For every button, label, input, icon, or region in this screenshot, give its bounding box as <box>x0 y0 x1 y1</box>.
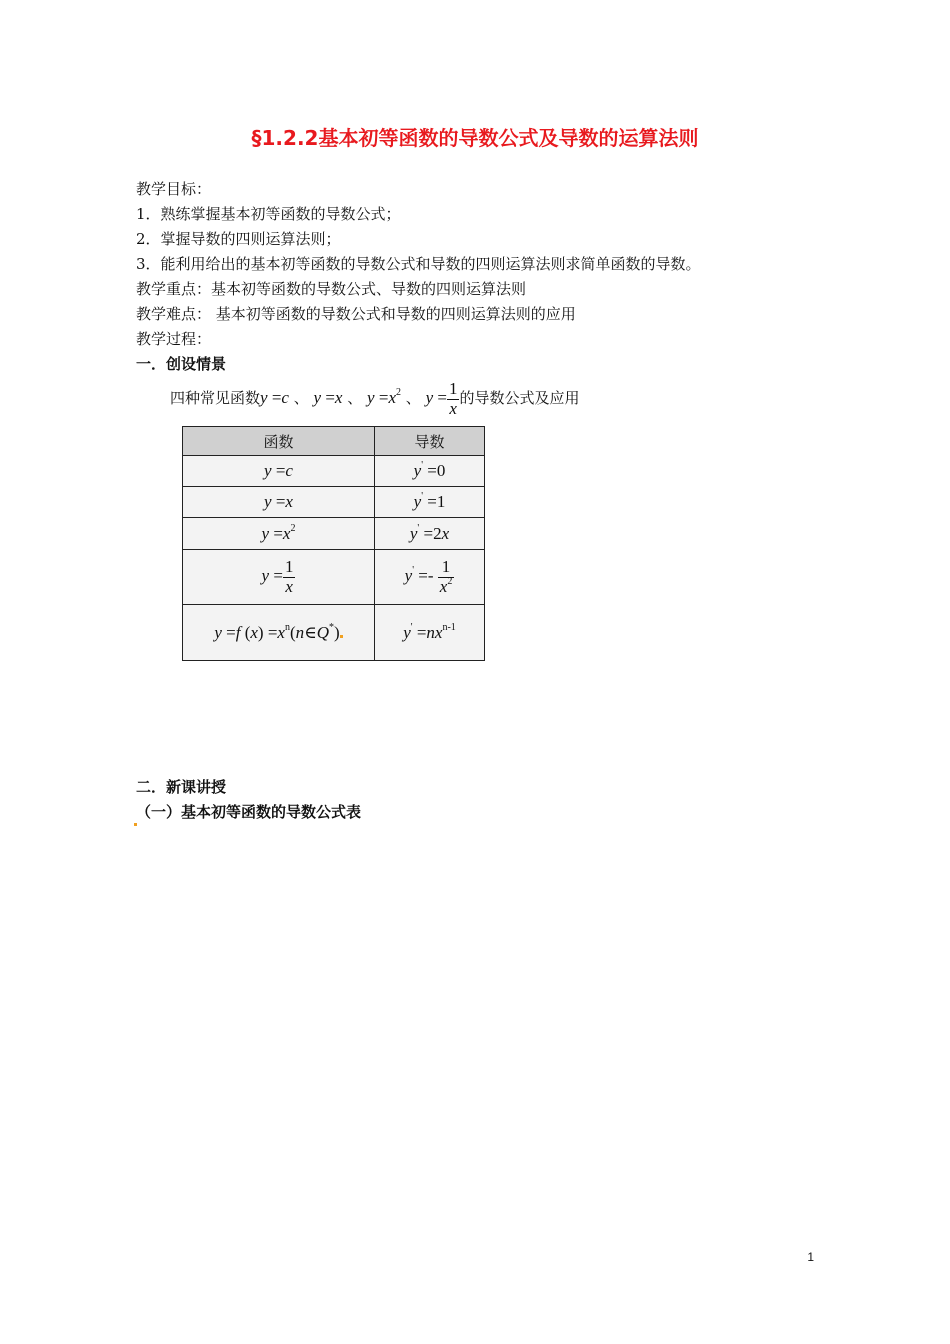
objective-item-2: 2．掌握导数的四则运算法则； <box>136 230 341 248</box>
difficulty: 教学难点： 基本初等函数的导数公式和导数的四则运算法则的应用 <box>136 305 576 323</box>
table-row <box>183 550 485 605</box>
key-point: 教学重点：基本初等函数的导数公式、导数的四则运算法则 <box>136 280 527 298</box>
objective-item-3: 3．能利用给出的基本初等函数的导数公式和导数的四则运算法则求简单函数的导数。 <box>136 255 701 273</box>
intro-prefix: 四种常见函数 <box>170 389 261 407</box>
header-function: 函数 <box>183 427 375 456</box>
objective-item-1: 1．熟练掌握基本初等函数的导数公式； <box>136 205 401 223</box>
formula-y-x: y =x <box>313 388 343 407</box>
table-row <box>183 456 485 487</box>
section1-heading: 一．创设情景 <box>136 355 227 373</box>
derivative-cell: y' =2x <box>375 518 485 550</box>
highlight-mark <box>134 823 137 826</box>
table-row <box>183 487 485 518</box>
function-cell: y = $\frac{1}{x}$ <box>183 550 375 605</box>
page-number: 1 <box>807 1250 814 1264</box>
function-cell: y =f $(x) =x^n(n\in Q^*)$ <box>183 605 375 661</box>
separator: 、 <box>293 389 309 407</box>
function-cell: y =c <box>183 456 375 487</box>
page-title: §1.2.2基本初等函数的导数公式及导数的运算法则 <box>251 126 699 150</box>
derivative-cell: y' =1 <box>375 487 485 518</box>
derivative-table <box>182 426 485 661</box>
highlight-mark <box>340 635 343 638</box>
intro-line <box>170 376 579 420</box>
separator: 、 <box>347 389 363 407</box>
objectives-heading: 教学目标： <box>136 180 212 198</box>
derivative-cell: y' =0 <box>375 456 485 487</box>
section2-subheading: （一）基本初等函数的导数公式表 <box>136 803 362 821</box>
process-heading: 教学过程： <box>136 330 212 348</box>
function-cell: y =x <box>183 487 375 518</box>
formula-y-x2: $y =x^2$ <box>367 387 401 407</box>
formula-y-1-over-x: y = $\frac{1}{x}$ <box>425 378 458 418</box>
section2-heading: 二．新课讲授 <box>136 778 227 796</box>
derivative-cell: y' =- $\frac{1}{x^2}$ <box>375 550 485 605</box>
formula-y-c: y =c <box>260 388 289 407</box>
intro-suffix: 的导数公式及应用 <box>459 389 580 407</box>
header-derivative: 导数 <box>375 427 485 456</box>
table-header-row <box>183 427 485 456</box>
derivative-cell: $y' =nx^{n-1}$ <box>375 605 485 661</box>
table-row <box>183 605 485 661</box>
function-cell: $y =x^2$ <box>183 518 375 550</box>
table-row <box>183 518 485 550</box>
separator: 、 <box>405 389 421 407</box>
